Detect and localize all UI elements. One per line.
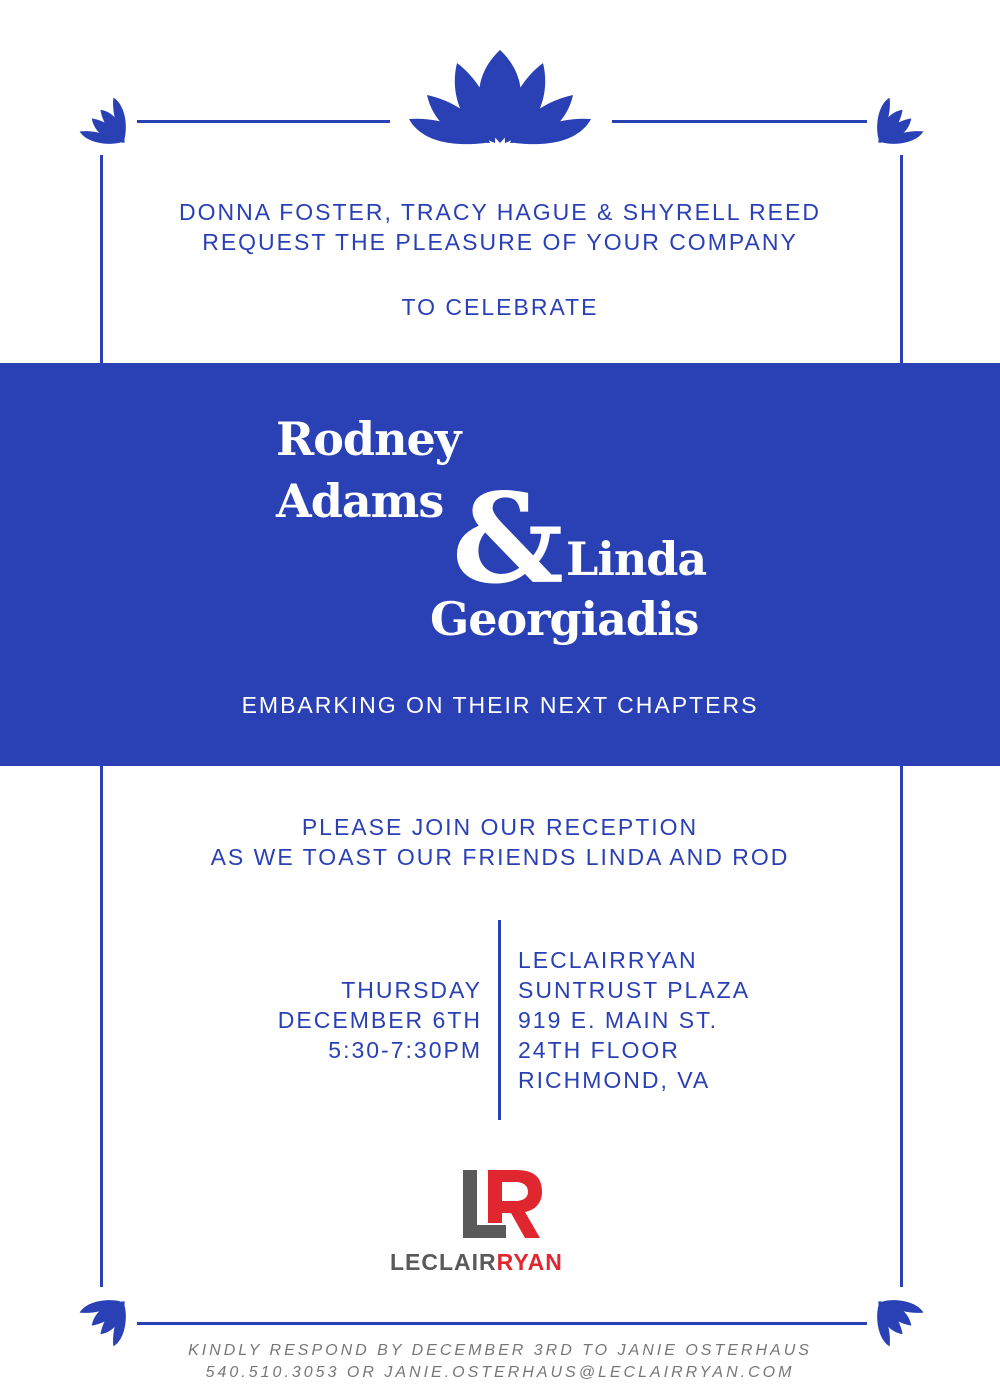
corner-ornament-top-right-icon [874, 95, 926, 147]
rsvp-line-1: KINDLY RESPOND BY DECEMBER 3RD TO JANIE OSTERHAUS [188, 1342, 812, 1359]
frame-top-left-line [137, 120, 390, 123]
honoree-second-line-2: Georgiadis [430, 592, 699, 646]
frame-right-upper-line [900, 155, 903, 363]
hosts-text [0, 197, 1000, 257]
tagline-text: EMBARKING ON THEIR NEXT CHAPTERS [241, 692, 759, 718]
reception-line-1: PLEASE JOIN OUR RECEPTION [301, 814, 699, 840]
event-where [518, 945, 750, 1095]
venue-line-3: 919 E. MAIN ST. [518, 1007, 719, 1033]
hosts-line-2: REQUEST THE PLEASURE OF YOUR COMPANY [202, 229, 798, 255]
rsvp-line-2: 540.510.3053 OR JANIE.OSTERHAUS@LECLAIRRYAN.COM [205, 1364, 795, 1381]
event-time: 5:30-7:30PM [328, 1037, 482, 1063]
event-day: THURSDAY [341, 977, 482, 1003]
top-fan-ornament [405, 45, 595, 145]
venue-line-4: 24TH FLOOR [518, 1037, 680, 1063]
honoree-second-line-1: Linda [566, 532, 707, 586]
event-date: DECEMBER 6TH [277, 1007, 482, 1033]
leclairryan-logo-wordmark [390, 1249, 610, 1276]
when-where-divider [498, 920, 501, 1120]
celebrate-text: TO CELEBRATE [401, 294, 599, 320]
logo-word-part-1: LECLAIR [390, 1249, 497, 1275]
ampersand: & [452, 467, 564, 612]
frame-top-right-line [612, 120, 867, 123]
corner-ornament-top-left-icon [77, 95, 129, 147]
event-when [278, 975, 482, 1065]
logo-word-part-2: RYAN [496, 1249, 563, 1275]
honoree-first-line-1: Rodney [276, 412, 461, 466]
honoree-first-line-2: Adams [276, 474, 444, 528]
venue-line-2: SUNTRUST PLAZA [518, 977, 751, 1003]
hosts-line-1: DONNA FOSTER, TRACY HAGUE & SHYRELL REED [179, 199, 821, 225]
reception-text [0, 812, 1000, 872]
leclairryan-logo-mark-icon [458, 1165, 544, 1243]
venue-line-5: RICHMOND, VA [518, 1067, 711, 1093]
frame-left-upper-line [100, 155, 103, 363]
venue-line-1: LECLAIRRYAN [518, 947, 698, 973]
reception-line-2: AS WE TOAST OUR FRIENDS LINDA AND ROD [210, 844, 790, 870]
rsvp-text [0, 1340, 1000, 1384]
frame-bottom-line [137, 1322, 867, 1325]
